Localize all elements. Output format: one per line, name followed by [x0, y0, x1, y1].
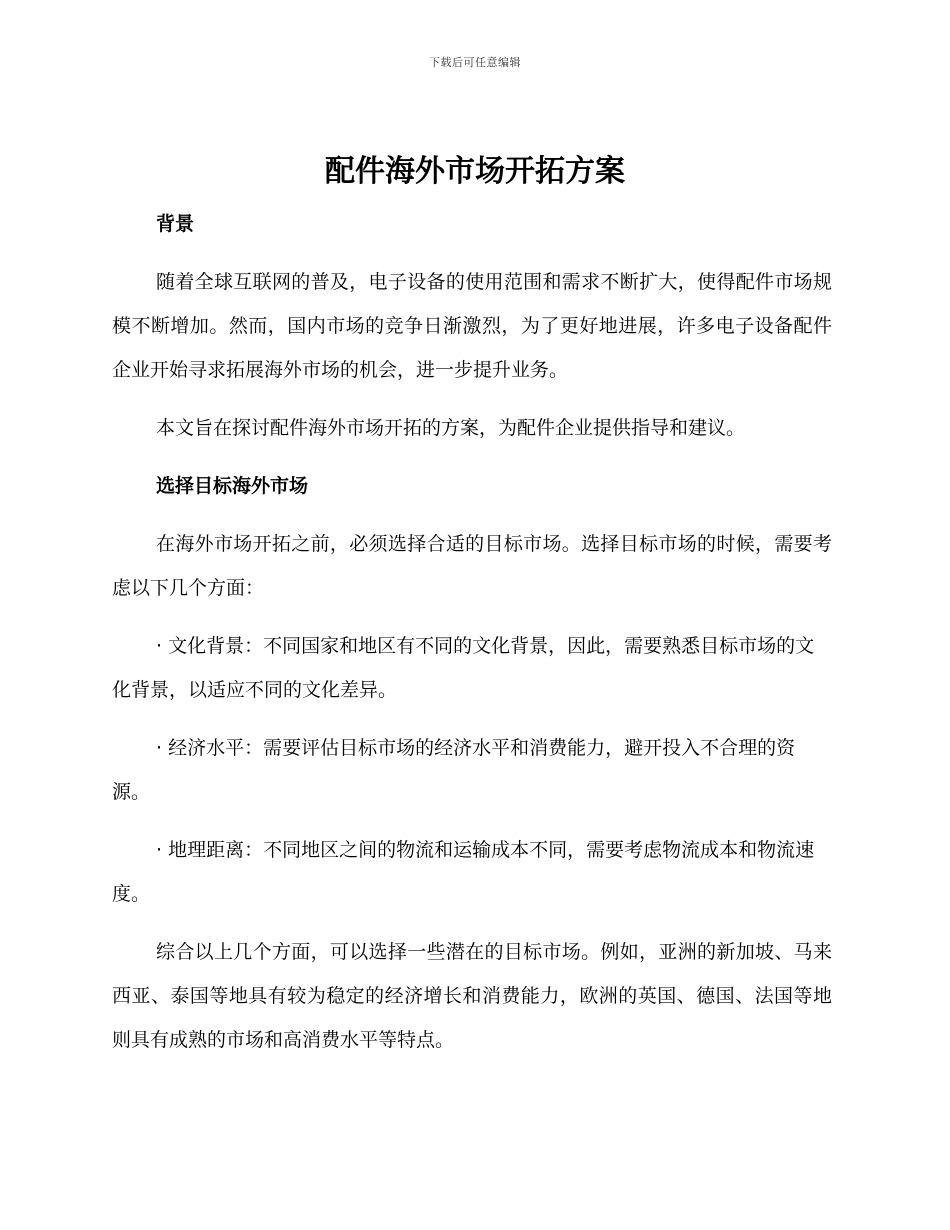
section-heading-background: 背景	[156, 213, 195, 235]
bullet-item-culture: · 文化背景：不同国家和地区有不同的文化背景，因此，需要熟悉目标市场的文化背景，以适应不同的文化差异。	[112, 635, 815, 701]
document-body	[112, 202, 832, 1076]
section-heading-target-market: 选择目标海外市场	[156, 475, 309, 497]
bullet-item-economy: · 经济水平：需要评估目标市场的经济水平和消费能力，避开投入不合理的资源。	[112, 737, 796, 803]
target-market-summary: 综合以上几个方面，可以选择一些潜在的目标市场。例如，亚洲的新加坡、马来西亚、泰国等地具有较为稳定的经济增长和消费能力，欧洲的英国、德国、法国等地则具有成熟的市场和高消费水平等特点。	[112, 941, 832, 1051]
document-title: 配件海外市场开拓方案	[325, 154, 625, 189]
background-paragraph-1: 随着全球互联网的普及，电子设备的使用范围和需求不断扩大，使得配件市场规模不断增加。然而，国内市场的竞争日渐激烈，为了更好地进展，许多电子设备配件企业开始寻求拓展海外市场的机会，进一步提升业务。	[112, 271, 832, 381]
bullet-item-distance: · 地理距离：不同地区之间的物流和运输成本不同，需要考虑物流成本和物流速度。	[112, 839, 815, 905]
background-paragraph-2: 本文旨在探讨配件海外市场开拓的方案，为配件企业提供指导和建议。	[156, 417, 746, 439]
page-header-note: 下载后可任意编辑	[429, 56, 521, 69]
target-market-intro: 在海外市场开拓之前，必须选择合适的目标市场。选择目标市场的时候，需要考虑以下几个方面：	[112, 533, 832, 599]
